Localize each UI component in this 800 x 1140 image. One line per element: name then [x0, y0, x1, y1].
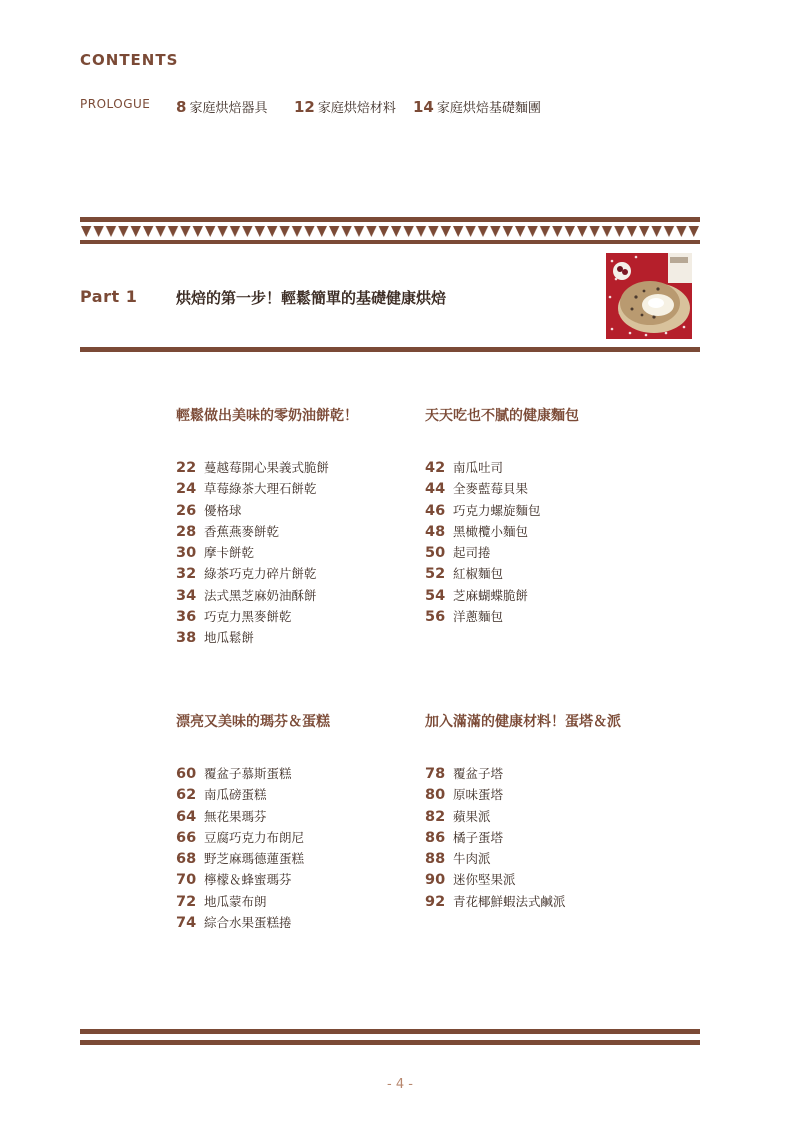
- entry-title: 芝麻蝴蝶脆餅: [453, 587, 529, 603]
- toc-entry[interactable]: [176, 806, 304, 827]
- page-number: 30: [176, 545, 197, 562]
- toc-entry[interactable]: [425, 869, 566, 890]
- toc-entry[interactable]: [176, 521, 329, 542]
- page-number: 36: [176, 609, 197, 626]
- toc-list: [176, 457, 329, 649]
- page-number: 34: [176, 587, 197, 604]
- page-number: 12: [294, 98, 315, 116]
- toc-entry[interactable]: [176, 848, 304, 869]
- toc-entry[interactable]: [176, 627, 329, 648]
- page-number: 72: [176, 893, 197, 910]
- page-number: 38: [176, 630, 197, 647]
- page-number: 74: [176, 915, 197, 932]
- toc-entry[interactable]: [176, 542, 329, 563]
- entry-title: 檸檬＆蜂蜜瑪芬: [204, 872, 292, 888]
- entry-title: 蘋果派: [453, 808, 491, 824]
- triangle-border-decoration: [80, 226, 700, 238]
- toc-entry[interactable]: [425, 891, 566, 912]
- toc-list: [425, 457, 541, 627]
- contents-title: CONTENTS: [80, 51, 179, 69]
- prologue-item[interactable]: [294, 97, 396, 116]
- toc-entry[interactable]: [425, 500, 541, 521]
- page-number: 66: [176, 829, 197, 846]
- page-number: 32: [176, 566, 197, 583]
- page-number: 22: [176, 460, 197, 476]
- toc-list: [176, 763, 304, 933]
- toc-entry[interactable]: [176, 500, 329, 521]
- section-title: 漂亮又美味的瑪芬＆蛋糕: [176, 714, 330, 730]
- entry-title: 全麥藍莓貝果: [453, 481, 529, 497]
- decorative-rule: [80, 240, 700, 244]
- entry-title: 草莓綠茶大理石餅乾: [204, 481, 317, 497]
- page-number: 88: [425, 851, 446, 868]
- toc-entry[interactable]: [425, 606, 541, 627]
- entry-title: 法式黑芝麻奶油酥餅: [204, 587, 317, 603]
- part-title: 烘焙的第一步！輕鬆簡單的基礎健康烘焙: [176, 289, 447, 307]
- entry-title: 綜合水果蛋糕捲: [204, 915, 292, 931]
- entry-title: 迷你堅果派: [453, 872, 516, 888]
- bagel-photo: [606, 253, 692, 339]
- item-title: 家庭烘焙材料: [317, 101, 396, 116]
- section-title: 天天吃也不膩的健康麵包: [425, 408, 579, 424]
- page-number: 52: [425, 566, 446, 583]
- page-number: 46: [425, 502, 446, 519]
- page-number: 82: [425, 808, 446, 825]
- toc-entry[interactable]: [176, 478, 329, 499]
- toc-entry[interactable]: [176, 763, 304, 784]
- page-number: 60: [176, 766, 197, 782]
- toc-entry[interactable]: [176, 827, 304, 848]
- page-number: 80: [425, 787, 446, 804]
- page-number: 42: [425, 460, 446, 476]
- toc-entry[interactable]: [425, 563, 541, 584]
- entry-title: 青花椰鮮蝦法式鹹派: [453, 893, 566, 909]
- toc-entry[interactable]: [176, 869, 304, 890]
- page-number: 26: [176, 502, 197, 519]
- entry-title: 摩卡餅乾: [204, 545, 255, 561]
- decorative-rule: [80, 1029, 700, 1034]
- page-number: 14: [413, 98, 434, 116]
- entry-title: 野芝麻瑪德蓮蛋糕: [204, 851, 305, 867]
- part-label: Part 1: [80, 287, 138, 306]
- toc-entry[interactable]: [425, 457, 541, 478]
- page-number: 50: [425, 545, 446, 562]
- entry-title: 地瓜鬆餅: [204, 630, 255, 646]
- page-number: 90: [425, 872, 446, 889]
- toc-entry[interactable]: [425, 478, 541, 499]
- page-number: 54: [425, 587, 446, 604]
- section-title: 輕鬆做出美味的零奶油餅乾！: [176, 408, 358, 424]
- entry-title: 綠茶巧克力碎片餅乾: [204, 566, 317, 582]
- entry-title: 黑橄欖小麵包: [453, 523, 529, 539]
- toc-entry[interactable]: [176, 606, 329, 627]
- entry-title: 無花果瑪芬: [204, 808, 267, 824]
- toc-entry[interactable]: [176, 457, 329, 478]
- entry-title: 優格球: [204, 502, 242, 518]
- entry-title: 蔓越莓開心果義式脆餅: [204, 460, 330, 475]
- entry-title: 覆盆子慕斯蛋糕: [204, 766, 292, 781]
- prologue-item[interactable]: [176, 97, 267, 116]
- page-number: 70: [176, 872, 197, 889]
- toc-entry[interactable]: [425, 784, 566, 805]
- page-number: 78: [425, 766, 446, 782]
- page-number: 86: [425, 829, 446, 846]
- entry-title: 橘子蛋塔: [453, 829, 504, 845]
- entry-title: 南瓜吐司: [453, 460, 504, 475]
- entry-title: 覆盆子塔: [453, 766, 504, 781]
- page-number: 8: [176, 98, 187, 116]
- entry-title: 牛肉派: [453, 851, 491, 867]
- entry-title: 巧克力黑麥餅乾: [204, 609, 292, 625]
- entry-title: 紅椒麵包: [453, 566, 504, 582]
- decorative-rule: [80, 347, 700, 352]
- toc-entry[interactable]: [176, 585, 329, 606]
- page-number: 64: [176, 808, 197, 825]
- section-title: 加入滿滿的健康材料！蛋塔＆派: [425, 714, 621, 730]
- entry-title: 起司捲: [453, 545, 491, 561]
- page-number: 44: [425, 481, 446, 498]
- decorative-rule: [80, 1040, 700, 1045]
- toc-list: [425, 763, 566, 912]
- entry-title: 豆腐巧克力布朗尼: [204, 829, 305, 845]
- toc-entry[interactable]: [425, 806, 566, 827]
- toc-entry[interactable]: [176, 912, 304, 933]
- page-number: 62: [176, 787, 197, 804]
- item-title: 家庭烘焙基礎麵團: [436, 101, 541, 116]
- toc-entry[interactable]: [425, 585, 541, 606]
- toc-entry[interactable]: [425, 521, 541, 542]
- toc-entry[interactable]: [425, 848, 566, 869]
- toc-entry[interactable]: [425, 542, 541, 563]
- page-number: 28: [176, 523, 197, 540]
- page-number: 92: [425, 893, 446, 910]
- prologue-item[interactable]: [413, 97, 541, 116]
- entry-title: 巧克力螺旋麵包: [453, 502, 541, 518]
- entry-title: 原味蛋塔: [453, 787, 504, 803]
- prologue-label: PROLOGUE: [80, 97, 151, 111]
- page-number: 24: [176, 481, 197, 498]
- page-number: 48: [425, 523, 446, 540]
- toc-entry[interactable]: [176, 891, 304, 912]
- entry-title: 香蕉燕麥餅乾: [204, 523, 280, 539]
- page-number: 68: [176, 851, 197, 868]
- toc-entry[interactable]: [176, 784, 304, 805]
- toc-entry[interactable]: [176, 563, 329, 584]
- entry-title: 南瓜磅蛋糕: [204, 787, 267, 803]
- page-number: 56: [425, 609, 446, 626]
- entry-title: 洋蔥麵包: [453, 609, 504, 625]
- toc-entry[interactable]: [425, 763, 566, 784]
- decorative-rule: [80, 217, 700, 222]
- bagel-image: [606, 253, 692, 339]
- toc-entry[interactable]: [425, 827, 566, 848]
- page-number-footer: - 4 -: [387, 1077, 413, 1092]
- item-title: 家庭烘焙器具: [189, 101, 268, 116]
- entry-title: 地瓜蒙布朗: [204, 893, 267, 909]
